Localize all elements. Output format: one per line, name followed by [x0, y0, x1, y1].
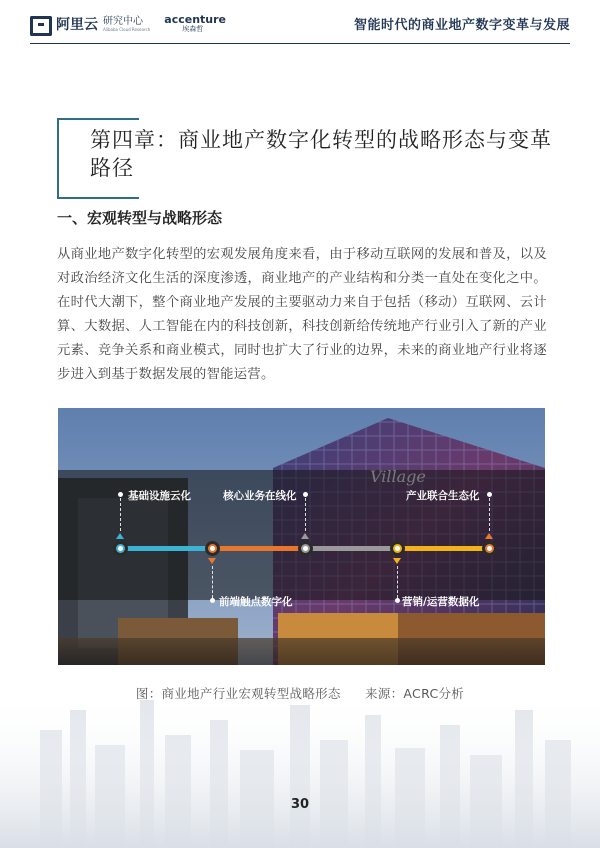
bullet-2-icon	[210, 598, 215, 603]
alibaba-cloud-logo-icon	[30, 16, 52, 32]
report-title: 智能时代的商业地产数字变革与发展	[353, 18, 570, 33]
timeline-segment-1	[120, 546, 212, 551]
pointer-1-icon	[116, 533, 124, 539]
stage-label-5: 产业联合生态化	[406, 490, 480, 502]
section-heading: 一、宏观转型与战略形态	[57, 209, 223, 227]
timeline-segment-3	[305, 546, 397, 551]
alibaba-research-cn: 研究中心	[103, 16, 143, 27]
stem-5	[489, 498, 491, 531]
pointer-5-icon	[485, 533, 493, 539]
bullet-5-icon	[487, 492, 492, 497]
cityscape-background-illustration	[0, 690, 600, 848]
stem-4	[397, 566, 399, 598]
timeline-node-1	[113, 541, 128, 556]
stage-label-3: 核心业务在线化	[223, 490, 297, 502]
alibaba-research-en: Alibaba Cloud Research	[103, 27, 151, 32]
stem-2	[212, 566, 214, 598]
timeline-node-5	[482, 541, 497, 556]
alibaba-research-label	[103, 16, 150, 32]
pointer-2-icon	[208, 558, 216, 564]
timeline	[58, 408, 545, 665]
logo-group	[30, 14, 226, 34]
chapter-title: 第四章：商业地产数字化转型的战略形态与变革路径	[90, 128, 552, 180]
pointer-4-icon	[393, 558, 401, 564]
timeline-node-4	[390, 541, 405, 556]
timeline-node-3	[298, 541, 313, 556]
alibaba-cloud-name: 阿里云	[56, 17, 98, 33]
header-divider	[30, 43, 570, 44]
timeline-segment-4	[397, 546, 490, 551]
strategy-figure	[58, 408, 545, 665]
page-header	[0, 0, 600, 44]
stage-label-2: 前端触点数字化	[219, 596, 293, 608]
pointer-3-icon	[301, 533, 309, 539]
stage-label-4: 营销/运营数据化	[402, 596, 480, 608]
bullet-4-icon	[395, 598, 400, 603]
body-paragraph: 从商业地产数字化转型的宏观发展角度来看，由于移动互联网的发展和普及，以及对政治经济文化生活的深度渗透，商业地产的产业结构和分类一直处在变化之中。在时代大潮下，整个商业地产发展的主要驱动力来自于包括（移动）互联网、云计算、大数据、人工智能在内的科技创新，科技创新给传统地产行业引入了新的产业元素、竞争关系和商业模式，同时也扩大了行业的边界，未来的商业地产行业将逐步进入到基于数据发展的智能运营。	[57, 247, 547, 382]
bullet-3-icon	[303, 492, 308, 497]
accenture-logo	[164, 14, 226, 34]
bullet-1-icon	[118, 492, 123, 497]
accenture-cn-name: 埃森哲	[182, 25, 204, 33]
timeline-node-2	[205, 541, 220, 556]
timeline-segment-2	[212, 546, 305, 551]
stage-label-1: 基础设施云化	[128, 490, 191, 502]
page-number: 30	[290, 797, 310, 812]
stem-3	[305, 498, 307, 531]
accenture-name: accenture	[164, 13, 226, 26]
stem-1	[120, 498, 122, 531]
